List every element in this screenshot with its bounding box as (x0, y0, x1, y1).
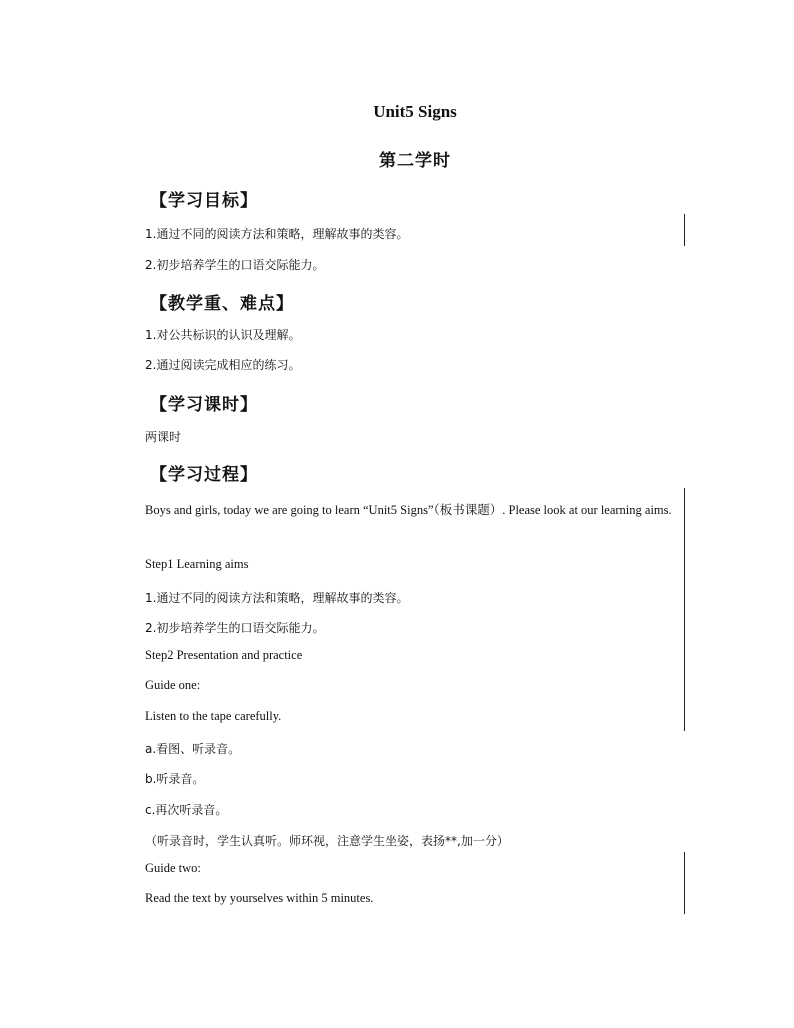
section-heading-process: 【学习过程】 (150, 465, 258, 485)
process-guide-one: Guide one: (145, 678, 201, 692)
objective-item-1: 1.通过不同的阅读方法和策略，理解故事的类容。 (145, 227, 409, 241)
key-point-item-1: 1.对公共标识的认识及理解。 (145, 328, 301, 342)
document-title: Unit5 Signs (373, 102, 457, 121)
process-listen-b: b.听录音。 (145, 772, 205, 786)
section-heading-hours: 【学习课时】 (150, 395, 258, 415)
process-aim-2: 2.初步培养学生的口语交际能力。 (145, 621, 325, 635)
process-intro-paragraph: Boys and girls, today we are going to learn “Unit5 Signs”（板书课题）. Please look at our learning aims. (145, 503, 672, 517)
process-step1-heading: Step1 Learning aims (145, 557, 249, 571)
key-point-item-2: 2.通过阅读完成相应的练习。 (145, 358, 301, 372)
process-aim-1: 1.通过不同的阅读方法和策略，理解故事的类容。 (145, 591, 409, 605)
process-guide-two: Guide two: (145, 861, 201, 875)
margin-bar-bottom (684, 852, 685, 914)
objective-item-2: 2.初步培养学生的口语交际能力。 (145, 258, 325, 272)
process-teacher-note: （听录音时，学生认真听。师环视，注意学生坐姿，表扬**,加一分） (145, 834, 509, 848)
process-step2-heading: Step2 Presentation and practice (145, 648, 303, 662)
section-heading-key-points: 【教学重、难点】 (150, 294, 294, 314)
section-heading-objectives: 【学习目标】 (150, 191, 258, 211)
hours-text: 两课时 (145, 430, 182, 444)
process-guide-two-task: Read the text by yourselves within 5 minutes. (145, 891, 374, 905)
margin-bar-top (684, 214, 685, 246)
document-subtitle: 第二学时 (379, 151, 451, 170)
margin-bar-middle (684, 488, 685, 731)
process-listen-a: a.看图、听录音。 (145, 742, 241, 756)
process-guide-one-task: Listen to the tape carefully. (145, 709, 282, 723)
process-listen-c: c.再次听录音。 (145, 803, 228, 817)
